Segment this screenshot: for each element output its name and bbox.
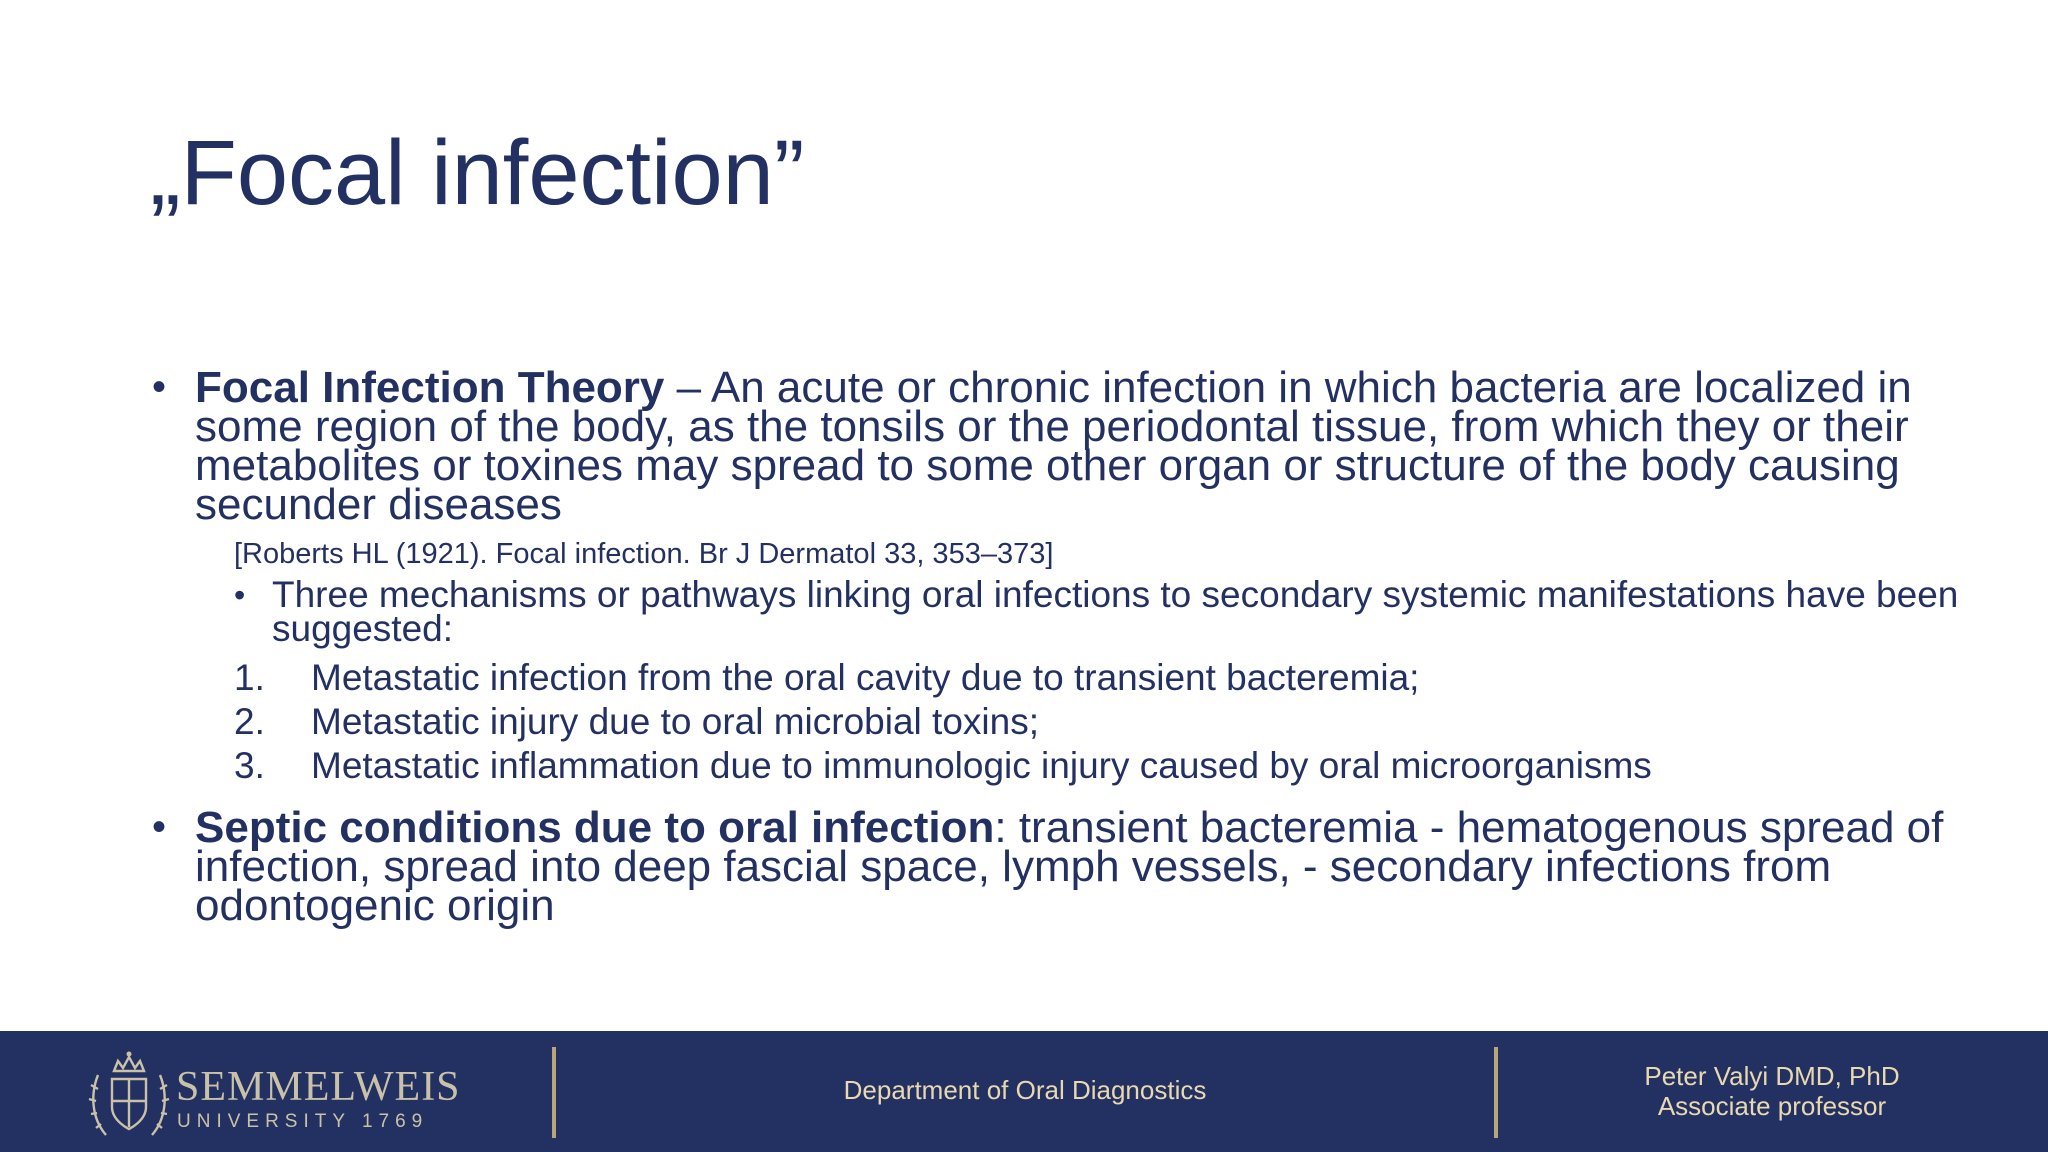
list-item — [150, 700, 2010, 744]
list-number: 1. — [234, 657, 265, 698]
bullet-septic-conditions — [150, 803, 2010, 930]
footer-bar — [0, 1031, 2048, 1152]
university-name: SEMMELWEIS — [176, 1064, 461, 1110]
department-name: Department of Oral Diagnostics — [843, 1075, 1207, 1105]
slide-body — [150, 363, 2010, 930]
presenter-name: Peter Valyi DMD, PhD — [1644, 1061, 1900, 1091]
bullet-focal-infection-theory — [150, 363, 2010, 529]
sub-bullet-mechanisms — [150, 574, 2010, 649]
footer-divider — [552, 1047, 556, 1138]
university-subtitle: UNIVERSITY 1769 — [177, 1111, 429, 1132]
list-item — [150, 656, 2010, 700]
university-crest-icon — [88, 1049, 170, 1145]
list-item — [150, 744, 2010, 788]
presenter-info — [1560, 1061, 1984, 1121]
slide-title: „Focal infection” — [150, 122, 805, 224]
sub-bullet-text: Three mechanisms or pathways linking oral infections to secondary systemic manifestations have been suggested: — [272, 574, 1959, 649]
citation: [Roberts HL (1921). Focal infection. Br J Dermatol 33, 353–373] — [234, 538, 1054, 570]
bullet-marker: • — [152, 805, 167, 849]
presenter-title: Associate professor — [1657, 1091, 1887, 1121]
term-focal-infection-theory: Focal Infection Theory — [195, 363, 665, 412]
term-septic-conditions: Septic conditions due to oral infection — [195, 803, 995, 852]
list-item-text: Metastatic infection from the oral cavity due to transient bacteremia; — [311, 657, 1420, 698]
list-number: 3. — [234, 745, 265, 786]
definition-text: – An acute or chronic infection in which bacteria are localized in some region of the body, as the tonsils or the periodontal tissue, from which they or their metabolites or toxines may spread to some other organ or structure of the body causing secunder diseases — [195, 363, 1912, 529]
mechanism-list — [150, 656, 2010, 788]
bullet-marker: • — [234, 577, 246, 613]
footer-divider — [1494, 1047, 1498, 1138]
list-number: 2. — [234, 701, 265, 742]
septic-conditions-text: : transient bacteremia - hematogenous spread of infection, spread into deep fascial space, lymph vessels, - secondary infections from odontogenic origin — [195, 803, 1944, 930]
list-item-text: Metastatic inflammation due to immunologic injury caused by oral microorganisms — [311, 745, 1652, 786]
list-item-text: Metastatic injury due to oral microbial toxins; — [311, 701, 1039, 742]
bullet-marker: • — [152, 365, 167, 409]
